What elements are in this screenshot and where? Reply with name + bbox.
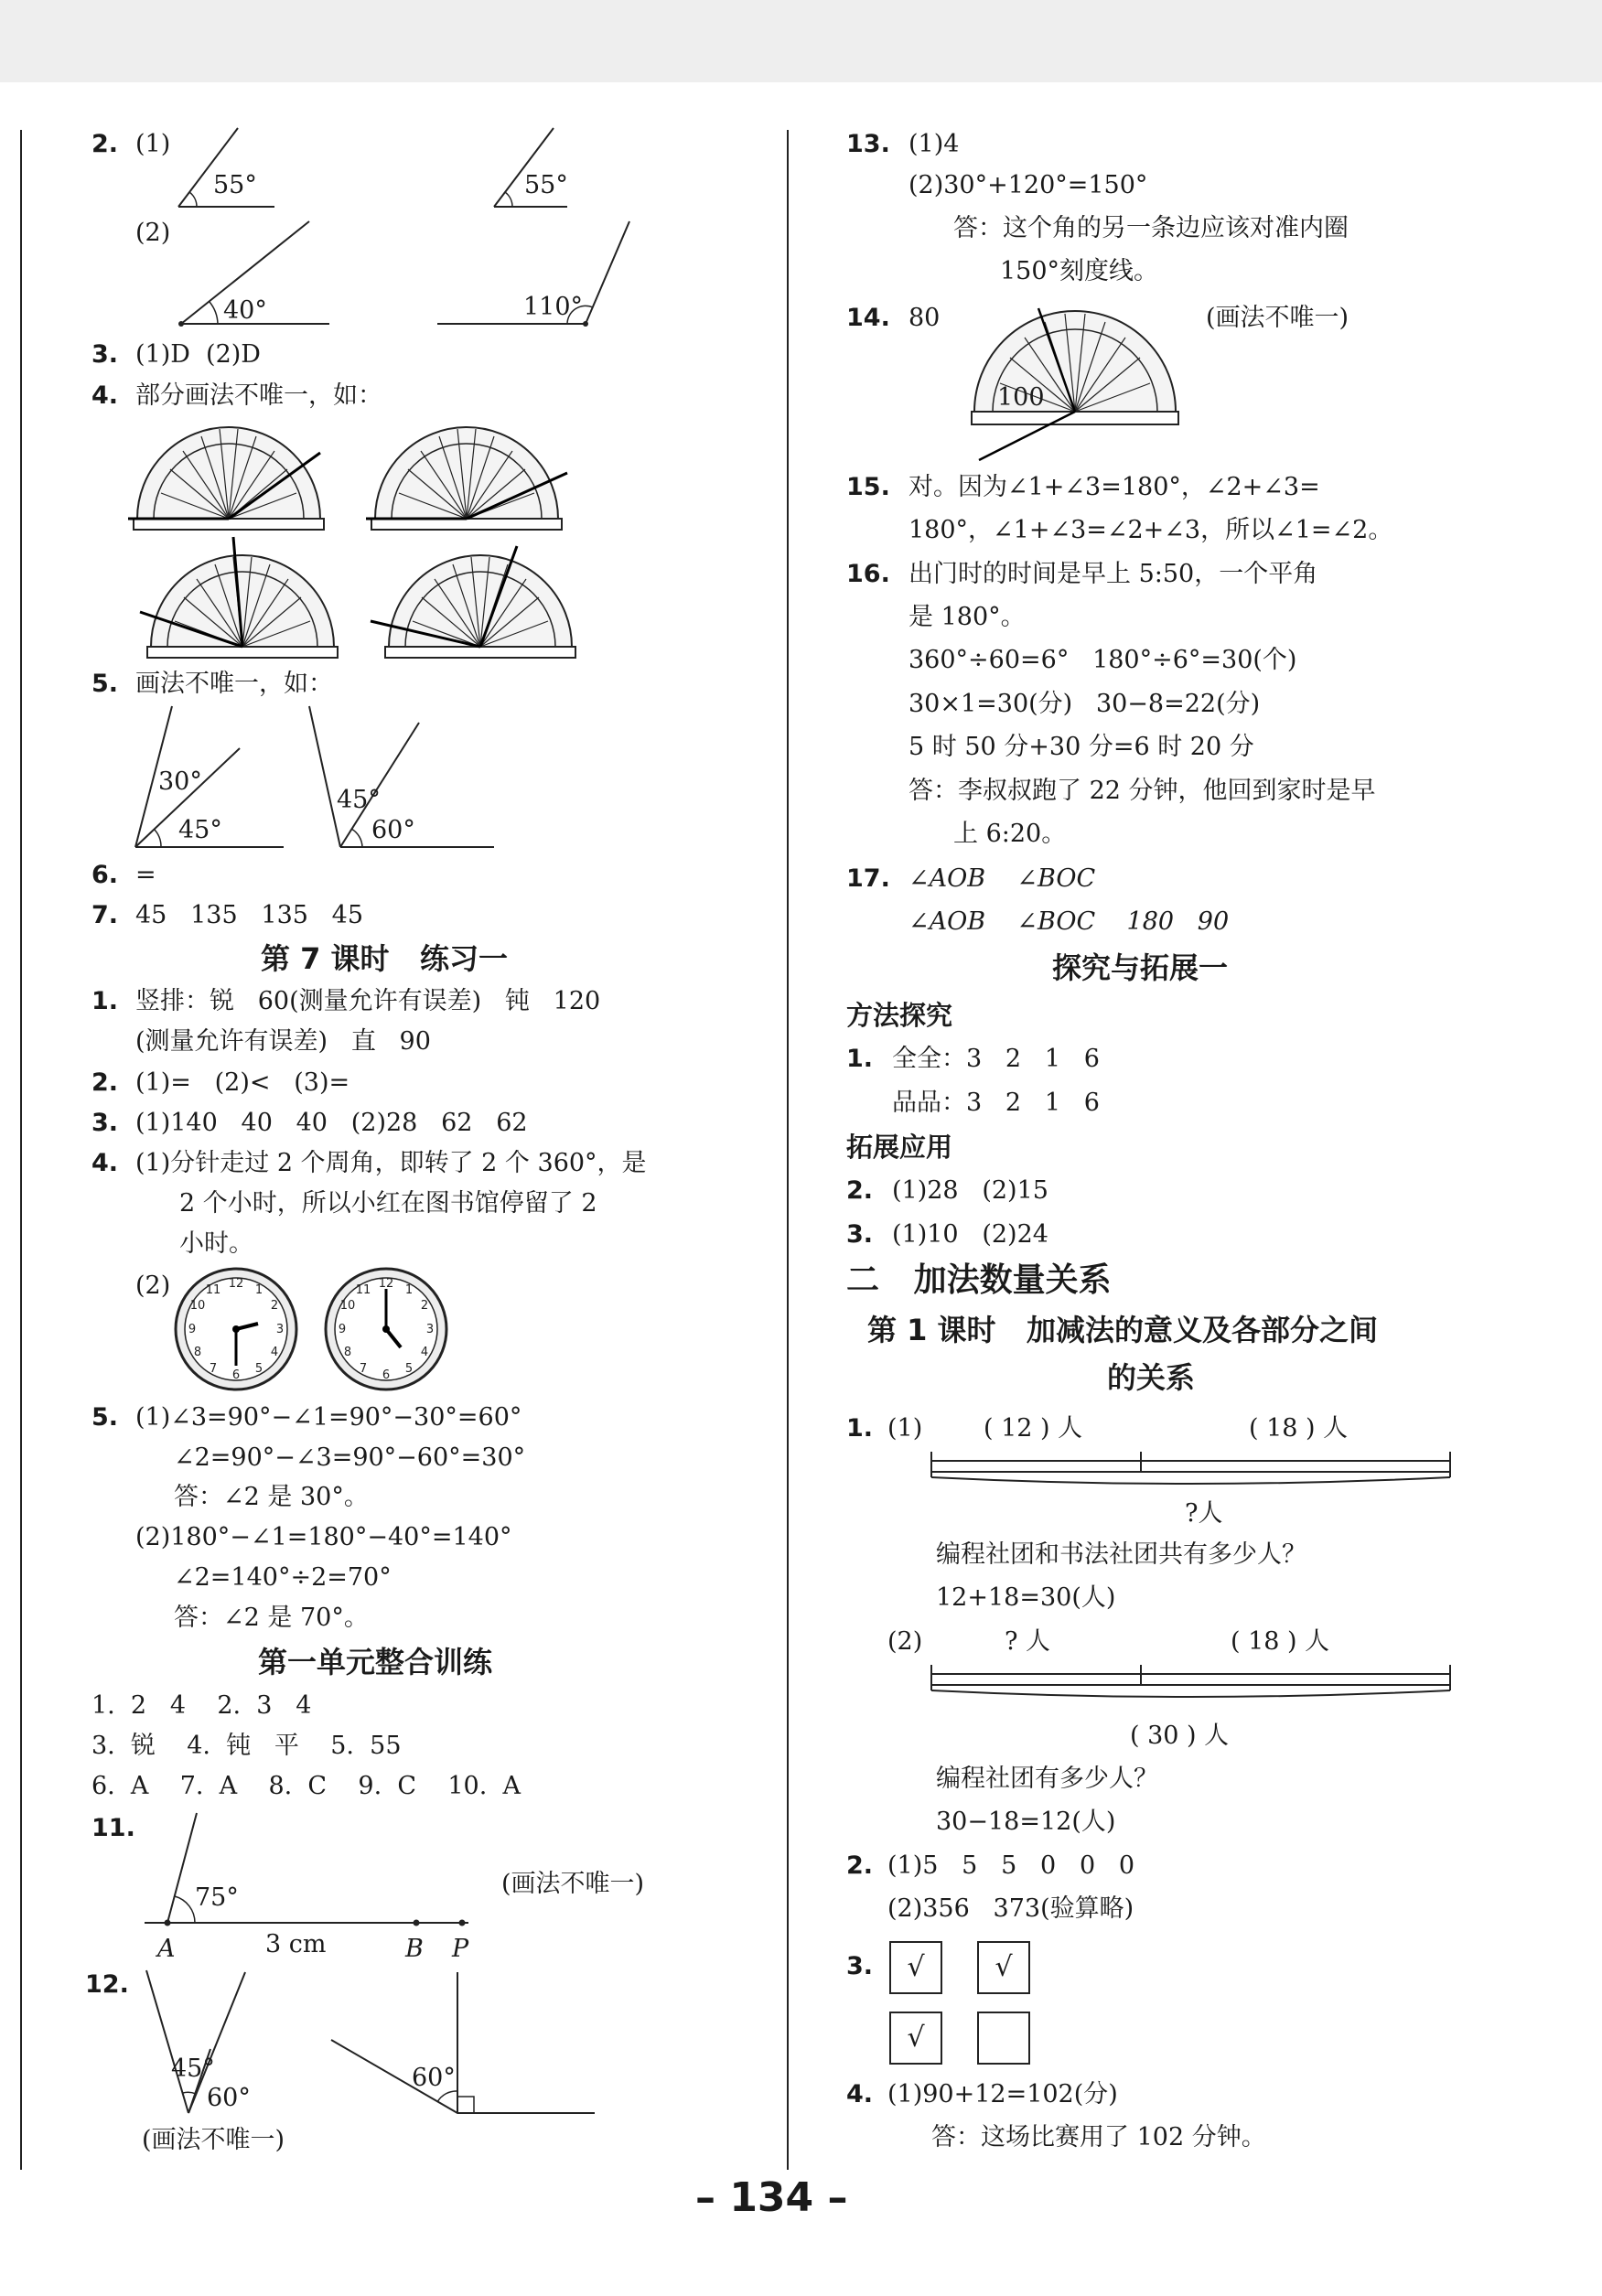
note: (画法不唯一) — [501, 1870, 645, 1898]
question-number: 1. — [846, 1414, 874, 1443]
angle-label: 60° — [371, 816, 415, 844]
answer-text: 小时。 — [179, 1229, 253, 1258]
angle-label: 55° — [213, 171, 257, 199]
answer-text: 答：这个角的另一条边应该对准内圈 — [953, 214, 1349, 242]
angle-label: 60° — [412, 2064, 456, 2092]
question-number: 16. — [846, 560, 890, 588]
angle-label: 110° — [523, 293, 584, 321]
answer-text: 180°，∠1+∠3=∠2+∠3，所以∠1=∠2。 — [909, 516, 1393, 544]
clock-1 — [176, 1269, 296, 1389]
answer-text: ∠AOB ∠BOC — [909, 864, 1096, 893]
svg-text:9: 9 — [338, 1323, 347, 1336]
svg-text:4: 4 — [420, 1346, 429, 1359]
page-number: – 134 – — [695, 2174, 848, 2221]
answer-text: 12+18=30(人) — [936, 1583, 1116, 1612]
answer-text: (1)∠3=90°−∠1=90°−30°=60° — [135, 1403, 522, 1432]
question-number: 15. — [846, 473, 890, 501]
part-label: (2) — [887, 1627, 923, 1656]
question-number: 11. — [91, 1814, 135, 1842]
angle-label: 45° — [171, 2055, 215, 2083]
column-divider — [787, 130, 789, 2170]
question-number: 1. — [91, 987, 119, 1015]
svg-text:2: 2 — [270, 1299, 279, 1313]
point-label: A — [157, 1935, 176, 1963]
diagram-label: ( 18 ) 人 — [1249, 1414, 1349, 1443]
answer-text: (1)10 (2)24 — [892, 1220, 1048, 1249]
answer-text: (1)D (2)D — [135, 340, 261, 369]
answer-text: 5 时 50 分+30 分=6 时 20 分 — [909, 733, 1254, 761]
point-label: B — [405, 1935, 424, 1963]
question-number: 4. — [91, 1149, 119, 1177]
answer-line: 6. A 7. A 8. C 9. C 10. A — [91, 1772, 521, 1800]
angle-figure-q11 — [137, 1811, 485, 1930]
svg-text:1: 1 — [254, 1283, 263, 1297]
length-label: 3 cm — [265, 1930, 327, 1958]
answer-text: 30−18=12(人) — [936, 1808, 1116, 1836]
answer-text: 画法不唯一，如： — [135, 670, 333, 698]
section-title: 第 1 课时 加减法的意义及各部分之间 — [867, 1313, 1378, 1347]
svg-text:7: 7 — [209, 1362, 218, 1376]
diagram-label: ? 人 — [1005, 1627, 1051, 1656]
question-number: 5. — [91, 670, 119, 698]
protractor-2 — [366, 427, 567, 530]
answer-text: 80 — [909, 304, 941, 332]
scale-label: 100 — [997, 383, 1045, 412]
protractor-3 — [140, 537, 338, 658]
question-number: 2. — [91, 1068, 119, 1097]
protractor-4 — [371, 546, 575, 658]
question-number: 12. — [85, 1970, 129, 1999]
svg-text:2: 2 — [420, 1299, 429, 1313]
svg-text:11: 11 — [205, 1283, 221, 1297]
answer-text: 全全：3 2 1 6 — [892, 1045, 1100, 1073]
angle-label: 60° — [207, 2084, 251, 2112]
answer-text: ∠2=90°−∠3=90°−60°=30° — [174, 1443, 526, 1472]
svg-text:6: 6 — [382, 1368, 391, 1382]
answer-text: (2)180°−∠1=180°−40°=140° — [135, 1523, 512, 1551]
part-label: (2) — [135, 1271, 171, 1300]
checkbox-checked: √ — [977, 1941, 1030, 1994]
answer-text: 出门时的时间是早上 5:50，一个平角 — [909, 560, 1318, 588]
answer-text: ∠AOB ∠BOC 180 90 — [909, 907, 1230, 936]
answer-text: (1)分针走过 2 个周角，即转了 2 个 360°，是 — [135, 1149, 647, 1177]
answer-text: (1)140 40 40 (2)28 62 62 — [135, 1109, 528, 1137]
part-label: (1) — [135, 130, 171, 158]
answer-text: 答：∠2 是 30°。 — [174, 1483, 369, 1511]
line-diagram-2 — [929, 1663, 1455, 1709]
section-title: 第 7 课时 练习一 — [261, 941, 508, 976]
angle-label: 30° — [158, 767, 202, 796]
svg-text:6: 6 — [231, 1368, 241, 1382]
answer-text: 竖排：锐 60(测量允许有误差) 钝 120 — [135, 987, 601, 1015]
angle-label: 45° — [337, 786, 381, 814]
line-diagram-1 — [929, 1450, 1455, 1496]
question-number: 13. — [846, 130, 890, 158]
svg-text:7: 7 — [359, 1362, 368, 1376]
section-title: 第一单元整合训练 — [258, 1645, 493, 1679]
answer-text: 上 6:20。 — [953, 820, 1067, 848]
angle-label: 75° — [195, 1883, 239, 1912]
answer-text: (2)356 373(验算略) — [887, 1894, 1134, 1923]
protractor-figures-q4 — [128, 416, 604, 663]
answer-text: 品品：3 2 1 6 — [892, 1089, 1100, 1117]
note: (画法不唯一) — [142, 2126, 285, 2154]
checkbox-checked: √ — [889, 2012, 942, 2065]
svg-text:10: 10 — [189, 1299, 206, 1313]
unit-title: 二 加法数量关系 — [846, 1261, 1112, 1299]
angle-label: 40° — [223, 296, 267, 325]
question-number: 4. — [846, 2080, 874, 2108]
angle-label: 55° — [524, 171, 568, 199]
question-number: 7. — [91, 901, 119, 929]
svg-text:5: 5 — [404, 1362, 414, 1376]
answer-text: 答：∠2 是 70°。 — [174, 1604, 369, 1632]
diagram-label: ( 30 ) 人 — [1130, 1722, 1230, 1750]
answer-text: 对。因为∠1+∠3=180°，∠2+∠3= — [909, 473, 1320, 501]
protractor-1 — [128, 427, 324, 530]
part-label: (1) — [887, 1414, 923, 1443]
clock-2 — [326, 1269, 446, 1389]
point-label: P — [452, 1935, 469, 1963]
answer-text: 编程社团有多少人？ — [936, 1765, 1158, 1793]
diagram-label: ( 12 ) 人 — [984, 1414, 1083, 1443]
answer-text: (测量允许有误差) 直 90 — [135, 1027, 431, 1056]
answer-text: 2 个小时，所以小红在图书馆停留了 2 — [179, 1189, 597, 1218]
answer-text: (2)30°+120°=150° — [909, 171, 1148, 199]
answer-text: 30×1=30(分) 30−8=22(分) — [909, 690, 1261, 718]
question-number: 4. — [91, 381, 119, 410]
svg-text:12: 12 — [228, 1277, 244, 1291]
svg-text:8: 8 — [193, 1346, 202, 1359]
question-number: 5. — [91, 1403, 119, 1432]
answer-line: 1. 2 4 2. 3 4 — [91, 1691, 312, 1720]
answer-text: (1)28 (2)15 — [892, 1176, 1048, 1205]
svg-text:11: 11 — [355, 1283, 371, 1297]
answer-line: 3. 锐 4. 钝 平 5. 55 — [91, 1732, 402, 1760]
answer-text: (1)90+12=102(分) — [887, 2080, 1118, 2108]
answer-text: 答：李叔叔跑了 22 分钟，他回到家时是早 — [909, 777, 1376, 805]
part-label: (2) — [135, 219, 171, 247]
answer-text: = — [135, 861, 156, 889]
svg-text:4: 4 — [270, 1346, 279, 1359]
svg-text:12: 12 — [378, 1277, 394, 1291]
answer-text: 150°刻度线。 — [1000, 257, 1159, 285]
answer-text: 答：这场比赛用了 102 分钟。 — [931, 2123, 1266, 2151]
answer-text: (1)4 — [909, 130, 960, 158]
question-number: 1. — [846, 1045, 874, 1073]
svg-text:9: 9 — [188, 1323, 197, 1336]
diagram-label: ( 18 ) 人 — [1231, 1627, 1330, 1656]
question-number: 14. — [846, 304, 890, 332]
question-number: 3. — [91, 340, 119, 369]
subsection-title: 拓展应用 — [846, 1132, 953, 1163]
answer-text: (1)5 5 5 0 0 0 — [887, 1851, 1135, 1880]
question-number: 6. — [91, 861, 119, 889]
checkbox-checked: √ — [889, 1941, 942, 1994]
svg-text:1: 1 — [404, 1283, 414, 1297]
section-title: 探究与拓展一 — [1052, 950, 1229, 985]
svg-text:10: 10 — [339, 1299, 356, 1313]
answer-text: 编程社团和书法社团共有多少人？ — [936, 1540, 1306, 1569]
question-number: 2. — [846, 1851, 874, 1880]
question-number: 17. — [846, 864, 890, 893]
question-number: 3. — [91, 1109, 119, 1137]
answer-text: ∠2=140°÷2=70° — [174, 1563, 392, 1592]
answer-text: 45 135 135 45 — [135, 901, 364, 929]
left-margin-line — [20, 130, 22, 2170]
answer-text: 是 180°。 — [909, 603, 1026, 631]
question-number: 3. — [846, 1952, 874, 1980]
diagram-label: ?人 — [1185, 1499, 1223, 1528]
answer-text: (1)= (2)< (3)= — [135, 1068, 350, 1097]
answer-text: 360°÷60=6° 180°÷6°=30(个) — [909, 646, 1297, 674]
svg-text:3: 3 — [425, 1323, 435, 1336]
subsection-title: 方法探究 — [846, 1000, 953, 1031]
question-number: 2. — [91, 130, 119, 158]
angle-label: 45° — [178, 816, 222, 844]
clock-figures — [174, 1267, 457, 1395]
checkbox-empty — [977, 2012, 1030, 2065]
svg-text:3: 3 — [275, 1323, 285, 1336]
question-number: 3. — [846, 1220, 874, 1249]
svg-text:5: 5 — [254, 1362, 263, 1376]
svg-text:8: 8 — [343, 1346, 352, 1359]
note: (画法不唯一) — [1206, 304, 1349, 332]
question-number: 2. — [846, 1176, 874, 1205]
section-title: 的关系 — [1107, 1360, 1196, 1395]
answer-text: 部分画法不唯一，如： — [135, 381, 382, 410]
page-top-band — [0, 0, 1602, 82]
